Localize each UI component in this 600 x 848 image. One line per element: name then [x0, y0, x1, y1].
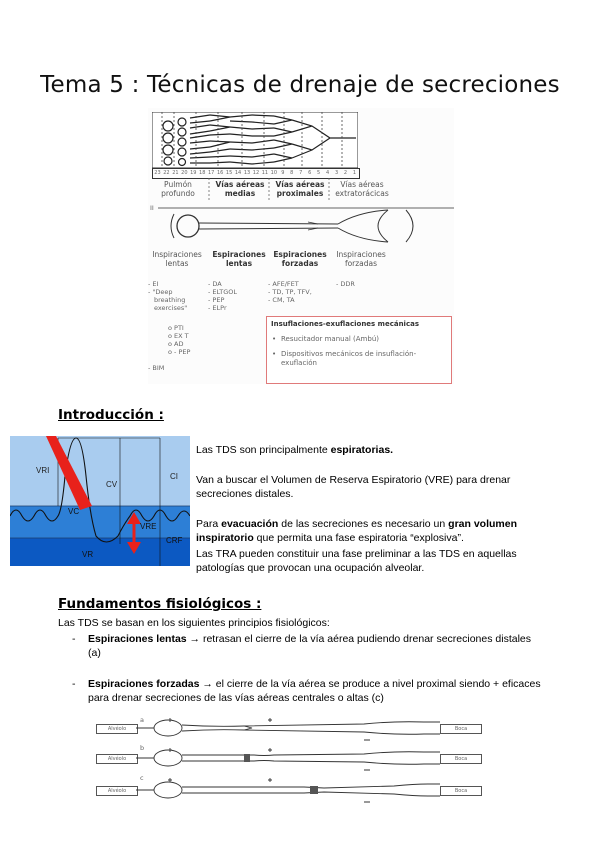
list-item: breathing	[154, 296, 186, 304]
fundamentos-intro: Las TDS se basan en los siguientes principios fisiológicos:	[58, 617, 330, 629]
box-item: • Dispositivos mecánicos de insuflación-exuflación	[272, 350, 417, 367]
list-item: - Espiraciones forzadas → el cierre de la vía aérea se produce a nivel proximal siendo + eficaces para drenar secreciones de las vías aéreas centrales o altas (c)	[72, 678, 541, 704]
list-item: - TD, TP, TFV,	[268, 288, 312, 296]
strip-number: 23	[154, 170, 161, 176]
lung-volumes-drawing	[10, 436, 190, 566]
zone-label: Vías aéreas medias	[215, 180, 265, 198]
section-heading-introduccion: Introducción :	[58, 407, 164, 423]
intro-paragraph-1: Las TDS son principalmente espiratorias.	[196, 444, 394, 456]
strip-number: 10	[270, 170, 278, 176]
right-label-box: Boca	[440, 754, 482, 764]
volume-label-cv: CV	[106, 480, 118, 489]
strip-number: 5	[317, 170, 321, 176]
strip-number: 19	[190, 170, 197, 176]
technique-label: Espiraciones forzadas	[273, 250, 327, 268]
box-item: • Resucitador manual (Ambú)	[272, 335, 379, 343]
technique-list-1	[148, 280, 204, 312]
airway-closure-figure	[94, 716, 490, 808]
strip-number: 9	[281, 170, 285, 176]
list-item: o AD	[168, 340, 184, 348]
volume-label-crf: CRF	[166, 536, 183, 545]
strip-number: 14	[234, 170, 242, 176]
axis-mark: II	[150, 204, 154, 212]
row-letter: c	[140, 774, 144, 782]
zone-label: Pulmón profundo	[161, 180, 195, 198]
bullet-icon: •	[272, 350, 277, 358]
list-item: - DA	[208, 280, 222, 288]
strip-number: 2	[343, 170, 348, 176]
list-item: - DDR	[336, 280, 355, 288]
technique-label: Espiraciones lentas	[212, 250, 266, 268]
list-item: - ELTGOL	[208, 288, 237, 296]
left-label-box: Alvéolo	[96, 724, 138, 734]
zone-label: Vías aéreas extratorácicas	[335, 180, 389, 198]
dash-marker: -	[72, 633, 76, 645]
bullet-icon: •	[272, 335, 277, 343]
strip-number: 12	[252, 170, 260, 176]
list-item: exercises"	[154, 304, 188, 312]
strip-number: 15	[225, 170, 233, 176]
technique-label: Inspiraciones forzadas	[336, 250, 386, 268]
technique-list-2	[208, 280, 264, 312]
zone-label: Vías aéreas proximales	[275, 180, 325, 198]
list-item: o - PEP	[168, 348, 191, 356]
list-item: - Espiraciones lentas → retrasan el cierre de la vía aérea pudiendo drenar secreciones distales (a)	[72, 633, 531, 659]
airway-rows-drawing	[94, 716, 490, 808]
volume-label-vc: VC	[68, 507, 80, 516]
list-item: - PEP	[208, 296, 225, 304]
strip-number: 1	[352, 170, 357, 176]
bronchial-tree-drawing	[152, 112, 358, 168]
intro-paragraph-2: Van a buscar el Volumen de Reserva Espiratorio (VRE) para drenar secreciones distales.	[196, 474, 511, 500]
strip-number: 8	[290, 170, 294, 176]
mechanical-insufflation-box	[266, 316, 452, 384]
dash-marker: -	[72, 678, 76, 690]
lung-volumes-diagram	[10, 436, 190, 566]
list-item: - CM, TA	[268, 296, 295, 304]
list-item: o PTI	[168, 324, 184, 332]
list-item: - "Deep	[148, 288, 173, 296]
strip-number: 13	[243, 170, 251, 176]
intro-paragraph-3: Para evacuación de las secreciones es necesario un gran volumen inspiratorio que permita una fase espiratoria “explosiva”.	[196, 518, 518, 544]
strip-number: 22	[163, 170, 170, 176]
intro-paragraph-4: Las TRA pueden constituir una fase preliminar a las TDS en aquellas patologías que provocan una ocupación alveolar.	[196, 548, 517, 574]
technique-list-4	[336, 280, 386, 288]
list-item: o EX T	[168, 332, 189, 340]
right-label-box: Boca	[440, 724, 482, 734]
airway-tube-drawing	[158, 204, 454, 250]
left-label-box: Alvéolo	[96, 786, 138, 796]
technique-label: Inspiraciones lentas	[152, 250, 202, 268]
strip-number: 17	[208, 170, 215, 176]
list-item: - BIM	[148, 364, 165, 372]
volume-label-vr: VR	[82, 550, 94, 559]
row-letter: b	[140, 744, 145, 752]
list-item: - ELPr	[208, 304, 227, 312]
strip-number: 18	[199, 170, 206, 176]
volume-label-vri: VRI	[36, 466, 50, 475]
strip-number: 4	[325, 170, 330, 176]
page-title: Tema 5 : Técnicas de drenaje de secreciones	[40, 72, 560, 98]
volume-label-vre: VRE	[140, 522, 157, 531]
technique-sublist	[168, 324, 218, 356]
strip-number: 11	[261, 170, 269, 176]
strip-number: 20	[181, 170, 188, 176]
strip-number: 16	[216, 170, 224, 176]
right-label-box: Boca	[440, 786, 482, 796]
strip-number: 3	[334, 170, 339, 176]
list-item: - EI	[148, 280, 159, 288]
volume-label-ci: CI	[170, 472, 178, 481]
box-title: Insuflaciones-exuflaciones mecánicas	[271, 320, 419, 328]
fundamentos-list	[58, 633, 542, 705]
left-label-box: Alvéolo	[96, 754, 138, 764]
row-letter: a	[140, 716, 144, 724]
strip-number: 7	[299, 170, 303, 176]
section-heading-fundamentos: Fundamentos fisiológicos :	[58, 596, 262, 612]
list-item: - AFE/FET	[268, 280, 299, 288]
airway-figure	[148, 108, 454, 384]
strip-number: 21	[172, 170, 179, 176]
technique-list-3	[268, 280, 330, 304]
strip-number: 6	[308, 170, 312, 176]
